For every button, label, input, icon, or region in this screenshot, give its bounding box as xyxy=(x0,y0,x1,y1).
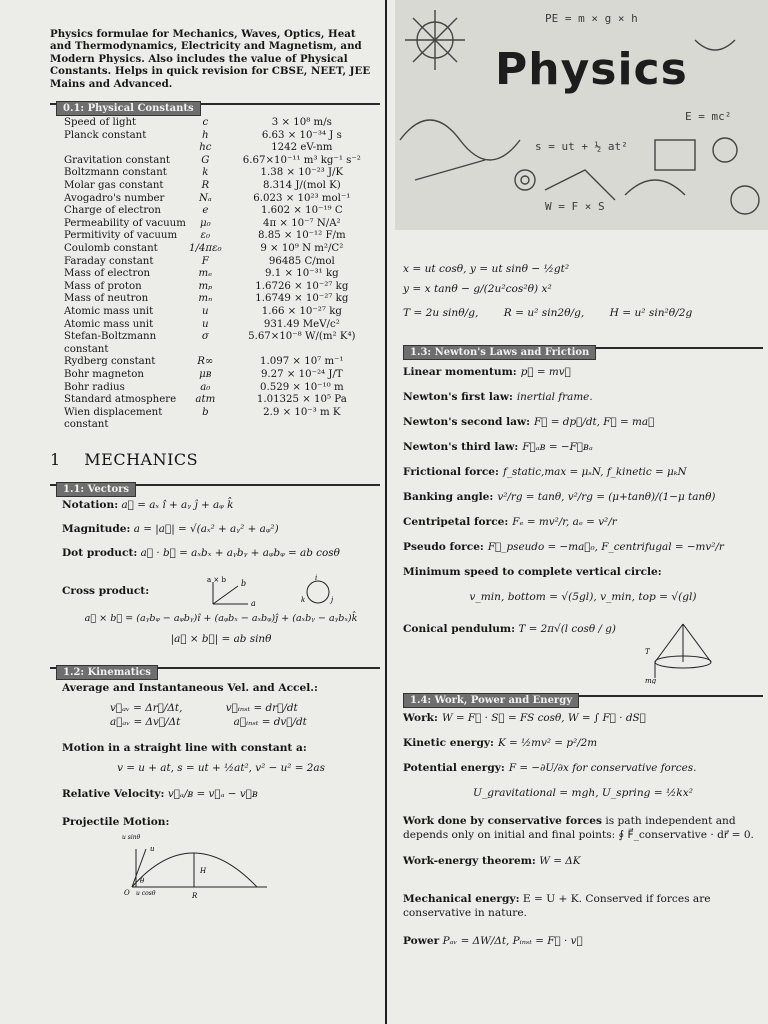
newton-eq: inertial frame. xyxy=(516,391,593,403)
conical-eq: T = 2π√(l cosθ / g) xyxy=(518,623,616,635)
constant-row xyxy=(64,142,382,155)
u-label: u xyxy=(150,844,155,853)
i-label: i xyxy=(314,573,317,582)
constant-name: Faraday constant xyxy=(64,255,154,267)
constants-table xyxy=(64,117,382,432)
constant-sym: u xyxy=(202,305,209,317)
newton-label: Newton's second law: xyxy=(403,416,531,428)
constant-row xyxy=(64,268,382,281)
constant-row xyxy=(64,394,382,407)
constant-sym: atm xyxy=(195,394,216,406)
power xyxy=(403,934,763,948)
constant-val: 1.38 × 10⁻²³ J/K xyxy=(260,167,344,179)
v-av: v⃗ₐᵥ = Δr⃗/Δt, xyxy=(110,701,183,714)
constant-name: Charge of electron xyxy=(64,205,161,217)
constant-sym: a₀ xyxy=(200,381,211,393)
constant-sym: R xyxy=(201,180,210,191)
vector-dot xyxy=(62,546,380,560)
cross-mag: |a⃗ × b⃗| = ab sinθ xyxy=(170,632,272,645)
constant-val: 5.67×10⁻⁸ W/(m² K⁴) xyxy=(248,331,356,343)
constant-sym: c xyxy=(202,117,209,129)
newton-row xyxy=(403,365,763,379)
a-inst: a⃗ᵢₙₛₜ = dv⃗/dt xyxy=(233,715,307,728)
constant-val: 6.67×10⁻¹¹ m³ kg⁻¹ s⁻² xyxy=(242,154,361,166)
constant-name: Mass of electron xyxy=(64,268,151,280)
constant-val: 8.314 J/(mol K) xyxy=(262,180,341,191)
work-label: Kinetic energy: xyxy=(403,737,494,749)
magnitude-label: Magnitude: xyxy=(62,522,131,535)
rel-eq: v⃗ₐ/ʙ = v⃗ₐ − v⃗ʙ xyxy=(167,787,258,800)
kin-avg-label xyxy=(62,681,380,695)
work-cons-text: is path independent and depends only on initial and final points: ∮ F⃗_conservative · dr⃗ = 0. xyxy=(403,815,754,841)
constant-name: Mass of proton xyxy=(64,280,142,292)
mech-label: Mechanical energy: xyxy=(403,893,520,905)
newton-label: Pseudo force: xyxy=(403,541,484,553)
constant-sym: R∞ xyxy=(197,356,214,368)
constant-name: Permeability of vacuum xyxy=(64,217,186,229)
newton-row xyxy=(403,415,763,429)
T-label: T xyxy=(645,648,650,656)
rel-label: Relative Velocity: xyxy=(62,787,165,800)
constant-val: 9.1 × 10⁻³¹ kg xyxy=(265,268,339,280)
vcircle-eq: v_min, bottom = √(5gl), v_min, top = √(gl) xyxy=(469,591,697,603)
constant-row xyxy=(64,256,382,269)
newton-eq: F⃗ = dp⃗/dt, F⃗ = ma⃗ xyxy=(534,416,655,428)
newton-eq: p⃗ = mv⃗ xyxy=(520,366,571,378)
constant-sym: mₙ xyxy=(198,293,213,305)
newton-label: Newton's third law: xyxy=(403,441,519,453)
section-newton-tag: 1.3: Newton's Laws and Friction xyxy=(403,345,596,360)
constant-row xyxy=(64,193,382,206)
constant-name: Mass of neutron xyxy=(64,293,149,305)
proj-trh xyxy=(403,306,763,320)
section-work-tag: 1.4: Work, Power and Energy xyxy=(403,693,579,708)
newton-row xyxy=(403,465,763,479)
newton-row xyxy=(403,390,763,404)
constant-name: Bohr magneton xyxy=(64,368,144,380)
ucos-label: u cosθ xyxy=(136,889,156,897)
conical-label: Conical pendulum: xyxy=(403,623,516,635)
hero-doodle-pe: PE = m × g × h xyxy=(545,12,638,25)
constant-row xyxy=(64,130,382,143)
proj-x-eq: x = ut cosθ, y = ut sinθ − ½gt² xyxy=(403,263,570,275)
work-conservative xyxy=(403,814,763,842)
section-vectors-header xyxy=(50,477,380,495)
j-label: j xyxy=(330,595,333,604)
constant-name: Boltzmann constant xyxy=(64,167,167,179)
proj-R: R = u² sin2θ/g, xyxy=(503,307,585,319)
column-divider xyxy=(385,0,387,1024)
constant-val: 9.27 × 10⁻²⁴ J/T xyxy=(260,368,343,380)
intro-paragraph: Physics formulae for Mechanics, Waves, Optics, Heat and Thermodynamics, Electricity and Magnetism, and Modern Physics. Also includes the value of Physical Constants. Helps in quick revision for CBSE, NEET, JEE Mains and Advanced. xyxy=(50,28,371,90)
newton-row xyxy=(403,515,763,529)
constant-row xyxy=(64,293,382,306)
constant-sym: e xyxy=(202,205,209,217)
newton-label: Newton's first law: xyxy=(403,391,513,403)
O-label: O xyxy=(124,888,130,897)
constant-val: 4π × 10⁻⁷ N/A² xyxy=(263,217,341,229)
kin-straight-label xyxy=(62,741,380,755)
pe-eq: U_gravitational = mgh, U_spring = ½kx² xyxy=(473,787,693,799)
constant-val: 3 × 10⁸ m/s xyxy=(271,117,332,129)
constant-name: Bohr radius xyxy=(64,381,125,393)
newton-row xyxy=(403,565,763,579)
projectile-diagram xyxy=(122,829,272,899)
constant-row xyxy=(64,243,382,256)
work-row xyxy=(403,711,763,725)
newton-eq: v²/rg = tanθ, v²/rg = (μ+tanθ)/(1−μ tanθ) xyxy=(497,491,716,503)
constant-val: 0.529 × 10⁻¹⁰ m xyxy=(260,381,344,393)
constant-val: 8.85 × 10⁻¹² F/m xyxy=(258,230,346,242)
vector-magnitude xyxy=(62,522,380,536)
conical-pendulum-diagram xyxy=(643,622,723,684)
constant-val: 1.097 × 10⁷ m⁻¹ xyxy=(260,356,344,368)
section-work-header xyxy=(403,688,763,706)
we-eq: W = ΔK xyxy=(539,855,581,867)
R-label: R xyxy=(192,891,198,899)
mech-text: E = U + K. Conserved if forces are conservative in nature. xyxy=(403,893,711,919)
newton-label: Linear momentum: xyxy=(403,366,517,378)
kin-a-row xyxy=(110,715,380,729)
work-label: Work: xyxy=(403,712,438,724)
constant-sym: 1/4πε₀ xyxy=(189,242,222,254)
H-label: H xyxy=(200,866,207,875)
constant-row xyxy=(64,230,382,243)
section-constants-header xyxy=(50,96,380,115)
mechanics-title: MECHANICS xyxy=(84,449,199,469)
newton-label: Centripetal force: xyxy=(403,516,509,528)
a-av: a⃗ₐᵥ = Δv⃗/Δt xyxy=(110,715,181,728)
constant-row xyxy=(64,155,382,168)
notation-label: Notation: xyxy=(62,498,119,511)
constant-val: 6.63 × 10⁻³⁴ J s xyxy=(261,129,342,141)
mechanical-energy xyxy=(403,892,763,920)
constant-name: Atomic mass unit xyxy=(64,318,154,330)
hero-doodle-e: E = mc² xyxy=(685,110,732,123)
constant-row xyxy=(64,382,382,395)
theta-label: θ xyxy=(140,876,145,885)
proj-T: T = 2u sinθ/g, xyxy=(403,307,479,319)
power-label: Power xyxy=(403,935,440,947)
constant-row xyxy=(64,356,382,369)
constant-name: Rydberg constant xyxy=(64,356,156,368)
constant-name: Permitivity of vacuum xyxy=(64,230,178,242)
constant-row xyxy=(64,205,382,218)
work-list xyxy=(403,711,763,775)
proj-label: Projectile Motion: xyxy=(62,815,170,828)
constant-val: 1.66 × 10⁻²⁷ kg xyxy=(261,305,342,317)
constant-name: Coulomb constant xyxy=(64,242,158,254)
constant-row xyxy=(64,180,382,193)
constant-sym: k xyxy=(202,167,209,179)
left-column xyxy=(50,28,380,899)
constant-sym: mₚ xyxy=(198,280,213,292)
constant-row xyxy=(64,117,382,130)
dot-label: Dot product: xyxy=(62,546,138,559)
k-label: k xyxy=(300,595,305,604)
constant-name: Molar gas constant xyxy=(64,180,164,191)
constant-sym: ε₀ xyxy=(200,230,211,242)
kin-straight-eq: v = u + at, s = ut + ½at², v² − u² = 2as xyxy=(117,761,325,774)
newton-row xyxy=(403,540,763,554)
a-label: a xyxy=(250,598,256,608)
power-eq: Pₐᵥ = ΔW/Δt, Pᵢₙₛₜ = F⃗ · v⃗ xyxy=(442,935,583,947)
newton-label: Minimum speed to complete vertical circle: xyxy=(403,566,662,578)
hero-doodle-w: W = F × S xyxy=(545,200,605,213)
newton-eq: Fₑ = mv²/r, aₑ = v²/r xyxy=(512,516,617,528)
constant-name: Avogadro's number xyxy=(64,192,165,204)
kin-relative xyxy=(62,787,380,801)
work-label: Potential energy: xyxy=(403,762,505,774)
constant-row xyxy=(64,331,382,356)
newton-eq: f_static,max = μₛN, f_kinetic = μₖN xyxy=(502,466,687,478)
constant-val: 2.9 × 10⁻³ m K xyxy=(263,406,341,418)
constant-sym: hc xyxy=(199,142,212,154)
conical-row xyxy=(403,622,763,684)
constant-name: Gravitation constant xyxy=(64,154,170,166)
newton-eq: F⃗_pseudo = −ma⃗₀, F_centrifugal = −mv²/r xyxy=(487,541,724,553)
section-newton-header xyxy=(403,340,763,358)
cross-label: Cross product: xyxy=(62,584,150,597)
constant-val: 1242 eV-nm xyxy=(271,142,333,154)
constant-val: 96485 C/mol xyxy=(268,255,335,267)
constant-val: 6.023 × 10²³ mol⁻¹ xyxy=(253,192,351,204)
mechanics-heading xyxy=(50,450,380,469)
section-kinematics-header xyxy=(50,660,380,678)
hero-doodle-s: s = ut + ½ at² xyxy=(535,140,628,153)
vector-cross xyxy=(62,574,380,608)
work-eq: K = ½mv² = p²/2m xyxy=(497,737,598,749)
constant-sym: μʙ xyxy=(199,368,212,380)
constant-sym: Nₐ xyxy=(198,192,212,204)
constant-name: Atomic mass unit xyxy=(64,305,154,317)
we-label: Work-energy theorem: xyxy=(403,855,536,867)
newton-label: Banking angle: xyxy=(403,491,494,503)
constant-row xyxy=(64,167,382,180)
usin-label: u sinθ xyxy=(122,833,141,841)
newton-label: Frictional force: xyxy=(403,466,499,478)
constant-sym: h xyxy=(202,129,209,141)
vector-notation xyxy=(62,498,380,512)
constant-val: 1.01325 × 10⁵ Pa xyxy=(256,394,347,406)
work-energy xyxy=(403,854,763,868)
work-eq: F = −∂U/∂x for conservative forces. xyxy=(508,762,697,774)
b-label: b xyxy=(240,578,246,588)
constant-row xyxy=(64,369,382,382)
constant-val: 1.6726 × 10⁻²⁷ kg xyxy=(255,280,349,292)
work-eq: W = F⃗ · S⃗ = FS cosθ, W = ∫ F⃗ · dS⃗ xyxy=(441,712,646,724)
mechanics-number: 1 xyxy=(50,449,61,469)
constant-sym: u xyxy=(202,318,209,330)
notation-eq: a⃗ = aₓ î + aᵧ ĵ + aᵩ k̂ xyxy=(121,498,234,511)
constant-row xyxy=(64,319,382,332)
constant-name: Wien displacement constant xyxy=(64,406,163,431)
work-cons-label: Work done by conservative forces xyxy=(403,815,602,827)
constant-sym: b xyxy=(202,406,209,418)
constant-name xyxy=(64,142,189,155)
cross-eq: a⃗ × b⃗ = (aᵧbᵩ − aᵩbᵧ)î + (aᵩbₓ − aₓbᵩ)ĵ + (aₓbᵧ − aᵧbₓ)k̂ xyxy=(84,612,358,624)
magnitude-eq: a = |a⃗| = √(aₓ² + aᵧ² + aᵩ²) xyxy=(133,522,279,535)
newton-eq: F⃗ₐʙ = −F⃗ʙₐ xyxy=(522,441,593,453)
hero-title: Physics xyxy=(495,44,688,95)
constant-name: Stefan-Boltzmann constant xyxy=(64,331,157,355)
dot-eq: a⃗ · b⃗ = aₓbₓ + aᵧbᵧ + aᵩbᵩ = ab cosθ xyxy=(140,546,340,559)
newton-list xyxy=(403,365,763,579)
proj-H: H = u² sin²θ/2g xyxy=(609,307,693,319)
constant-name: Standard atmosphere xyxy=(64,394,177,406)
constant-row xyxy=(64,281,382,294)
cross-product-diagram xyxy=(193,574,343,608)
newton-row xyxy=(403,440,763,454)
constant-row xyxy=(64,218,382,231)
constant-val: 1.6749 × 10⁻²⁷ kg xyxy=(255,293,349,305)
newton-row xyxy=(403,490,763,504)
kin-projectile xyxy=(62,815,380,899)
constant-sym: μ₀ xyxy=(199,217,211,229)
straight-label: Motion in a straight line with constant a: xyxy=(62,741,307,754)
avg-label: Average and Instantaneous Vel. and Accel.: xyxy=(62,681,318,694)
work-row xyxy=(403,736,763,750)
constant-val: 9 × 10⁹ N m²/C² xyxy=(260,242,344,254)
section-vectors-tag: 1.1: Vectors xyxy=(56,482,136,497)
right-column xyxy=(403,0,763,948)
work-row xyxy=(403,761,763,775)
constant-sym: G xyxy=(201,154,210,166)
constant-sym: σ xyxy=(201,331,209,343)
kin-v-row xyxy=(110,701,380,715)
constant-sym: F xyxy=(201,255,209,267)
constant-name: Speed of light xyxy=(64,117,137,129)
section-constants-tag: 0.1: Physical Constants xyxy=(56,101,201,116)
section-kinematics-tag: 1.2: Kinematics xyxy=(56,665,158,680)
constant-sym: mₑ xyxy=(198,268,213,280)
constant-row xyxy=(64,407,382,432)
constant-val: 1.602 × 10⁻¹⁹ C xyxy=(260,205,343,217)
constant-row xyxy=(64,306,382,319)
mg-label: mg xyxy=(645,677,657,684)
constant-name: Planck constant xyxy=(64,129,147,141)
constant-val: 931.49 MeV/c² xyxy=(263,318,340,330)
v-inst: v⃗ᵢₙₛₜ = dr⃗/dt xyxy=(225,701,298,714)
proj-y-eq: y = x tanθ − g/(2u²cos²θ) x² xyxy=(403,283,552,295)
axb-label: a × b xyxy=(206,575,226,584)
